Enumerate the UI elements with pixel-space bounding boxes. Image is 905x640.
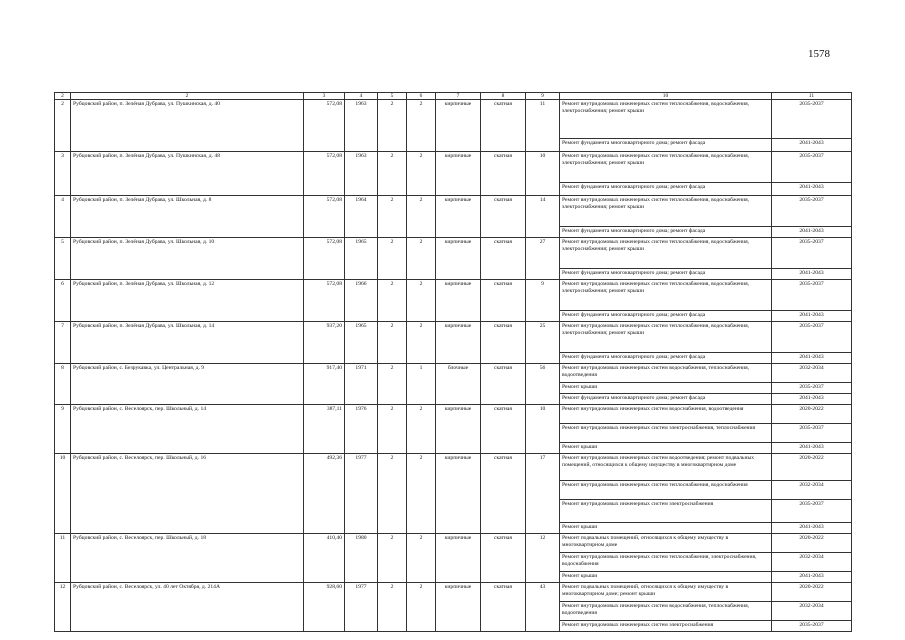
floors-cell: 2 [378, 238, 407, 280]
year-cell: 1965 [345, 238, 378, 280]
entrances-cell: 2 [407, 405, 436, 454]
row-number: 12 [55, 583, 71, 632]
repair-period-cell: 2041-2043 [772, 311, 852, 322]
table-row [55, 583, 852, 602]
area-cell: 928,60 [304, 583, 345, 632]
address-cell: Рубцовский район, с. Безрукавка, ул. Центральная, д. 9 [71, 364, 304, 405]
repair-period-cell: 2035-2037 [772, 196, 852, 227]
area-cell: 937,20 [304, 322, 345, 364]
area-cell: 572,08 [304, 280, 345, 322]
table-row [55, 364, 852, 383]
repair-period-cell: 2035-2037 [772, 322, 852, 353]
repair-work-cell: Ремонт крыши [560, 383, 772, 394]
repair-work-cell: Ремонт внутридомовых инженерных систем электроснабжения [560, 500, 772, 523]
entrances-cell: 2 [407, 196, 436, 238]
repair-period-cell: 2035-2037 [772, 280, 852, 311]
col-header: 4 [345, 93, 378, 100]
roof-type-cell: скатная [481, 152, 526, 196]
repair-period-cell: 2032-2034 [772, 364, 852, 383]
table-row [55, 280, 852, 311]
year-cell: 1963 [345, 152, 378, 196]
repair-work-cell: Ремонт внутридомовых инженерных систем теплоснабжения, водоснабжения, электроснабжения; ремонт крыши [560, 100, 772, 139]
year-cell: 1980 [345, 534, 378, 583]
repair-period-cell: 2035-2037 [772, 238, 852, 269]
col-header: 6 [407, 93, 436, 100]
area-cell: 572,08 [304, 100, 345, 152]
floors-cell: 2 [378, 454, 407, 534]
roof-type-cell: скатная [481, 100, 526, 152]
roof-type-cell: скатная [481, 238, 526, 280]
area-cell: 387,11 [304, 405, 345, 454]
area-cell: 917,40 [304, 364, 345, 405]
col-header: 8 [481, 93, 526, 100]
repair-period-cell: 2041-2043 [772, 353, 852, 364]
area-cell: 492,36 [304, 454, 345, 534]
repair-period-cell: 2032-2034 [772, 602, 852, 621]
row-number: 6 [55, 280, 71, 322]
col-header: 9 [526, 93, 560, 100]
row-number: 2 [55, 100, 71, 152]
address-cell: Рубцовский район, п. Зелёная Дубрава, ул. Пушкинская, д. 48 [71, 152, 304, 196]
address-cell: Рубцовский район, п. Зелёная Дубрава, ул. Школьная, д. 14 [71, 322, 304, 364]
table-row [55, 238, 852, 269]
residents-cell: 10 [526, 152, 560, 196]
residents-cell: 11 [526, 100, 560, 152]
walls-material-cell: кирпичные [436, 280, 481, 322]
repair-work-cell: Ремонт крыши [560, 523, 772, 534]
address-cell: Рубцовский район, п. Зелёная Дубрава, ул. Школьная, д. 12 [71, 280, 304, 322]
repair-work-cell: Ремонт внутридомовых инженерных систем теплоснабжения, водоснабжения, электроснабжения; ремонт крыши [560, 152, 772, 183]
repair-period-cell: 2041-2043 [772, 443, 852, 454]
table-row [55, 152, 852, 183]
floors-cell: 2 [378, 152, 407, 196]
col-header: 10 [560, 93, 772, 100]
repair-work-cell: Ремонт крыши [560, 572, 772, 583]
col-header: 2 [55, 93, 71, 100]
repair-work-cell: Ремонт внутридомовых инженерных систем электроснабжения [560, 621, 772, 632]
repair-work-cell: Ремонт внутридомовых инженерных систем теплоснабжения, водоснабжения, электроснабжения; ремонт крыши [560, 238, 772, 269]
row-number: 8 [55, 364, 71, 405]
repair-work-cell: Ремонт внутридомовых инженерных систем водоснабжения, теплоснабжения, водоотведения [560, 602, 772, 621]
repair-work-cell: Ремонт фундамента многоквартирного дома; ремонт фасада [560, 227, 772, 238]
repair-work-cell: Ремонт фундамента многоквартирного дома; ремонт фасада [560, 183, 772, 196]
roof-type-cell: скатная [481, 196, 526, 238]
col-header: 3 [304, 93, 345, 100]
address-cell: Рубцовский район, с. Веселоярск, пер. Школьный, д. 18 [71, 534, 304, 583]
repair-period-cell: 2041-2043 [772, 572, 852, 583]
repair-period-cell: 2032-2034 [772, 553, 852, 572]
residents-cell: 10 [526, 405, 560, 454]
roof-type-cell: скатная [481, 405, 526, 454]
repair-work-cell: Ремонт фундамента многоквартирного дома; ремонт фасада [560, 394, 772, 405]
walls-material-cell: кирпичные [436, 583, 481, 632]
year-cell: 1977 [345, 583, 378, 632]
residents-cell: 27 [526, 238, 560, 280]
repair-period-cell: 2041-2043 [772, 183, 852, 196]
repair-work-cell: Ремонт внутридомовых инженерных систем теплоснабжения, водоснабжения, электроснабжения; ремонт крыши [560, 280, 772, 311]
repair-work-cell: Ремонт фундамента многоквартирного дома; ремонт фасада [560, 269, 772, 280]
area-cell: 572,08 [304, 238, 345, 280]
table-row [55, 322, 852, 353]
repair-work-cell: Ремонт внутридомовых инженерных систем теплоснабжения, водоснабжения [560, 481, 772, 500]
year-cell: 1976 [345, 405, 378, 454]
table-row [55, 100, 852, 139]
walls-material-cell: кирпичные [436, 405, 481, 454]
repair-work-cell: Ремонт подвальных помещений, относящихся к общему имуществу в многоквартирном доме [560, 534, 772, 553]
table-row [55, 405, 852, 424]
col-header: 7 [436, 93, 481, 100]
repair-period-cell: 2035-2037 [772, 383, 852, 394]
floors-cell: 2 [378, 583, 407, 632]
floors-cell: 2 [378, 534, 407, 583]
column-number-row [55, 93, 852, 100]
entrances-cell: 2 [407, 152, 436, 196]
repair-work-cell: Ремонт внутридомовых инженерных систем водоснабжения, теплоснабжения, водоотведения [560, 364, 772, 383]
repair-period-cell: 2041-2043 [772, 139, 852, 152]
row-number: 4 [55, 196, 71, 238]
walls-material-cell: блочные [436, 364, 481, 405]
repair-period-cell: 2041-2043 [772, 227, 852, 238]
repair-work-cell: Ремонт внутридомовых инженерных систем водоотведения; ремонт подвальных помещений, относящихся к общему имуществу в многоквартирном доме [560, 454, 772, 481]
year-cell: 1963 [345, 100, 378, 152]
floors-cell: 2 [378, 100, 407, 152]
year-cell: 1966 [345, 280, 378, 322]
address-cell: Рубцовский район, п. Зелёная Дубрава, ул. Школьная, д. 10 [71, 238, 304, 280]
entrances-cell: 2 [407, 583, 436, 632]
repair-period-cell: 2020-2022 [772, 454, 852, 481]
address-cell: Рубцовский район, п. Зелёная Дубрава, ул. Школьная, д. 8 [71, 196, 304, 238]
repair-work-cell: Ремонт подвальных помещений, относящихся к общему имуществу в многоквартирном доме; ремонт крыши [560, 583, 772, 602]
address-cell: Рубцовский район, с. Веселоярск, пер. Школьный, д. 14 [71, 405, 304, 454]
year-cell: 1977 [345, 454, 378, 534]
repair-period-cell: 2032-2034 [772, 481, 852, 500]
roof-type-cell: скатная [481, 583, 526, 632]
address-cell: Рубцовский район, с. Веселоярск, ул. 40 лет Октября, д. 214А [71, 583, 304, 632]
walls-material-cell: кирпичные [436, 100, 481, 152]
year-cell: 1964 [345, 196, 378, 238]
area-cell: 572,08 [304, 152, 345, 196]
row-number: 9 [55, 405, 71, 454]
walls-material-cell: кирпичные [436, 534, 481, 583]
year-cell: 1971 [345, 364, 378, 405]
residents-cell: 9 [526, 280, 560, 322]
address-cell: Рубцовский район, п. Зелёная Дубрава, ул. Пушкинская, д. 40 [71, 100, 304, 152]
walls-material-cell: кирпичные [436, 454, 481, 534]
repair-period-cell: 2035-2037 [772, 500, 852, 523]
row-number: 7 [55, 322, 71, 364]
residents-cell: 43 [526, 583, 560, 632]
repair-work-cell: Ремонт фундамента многоквартирного дома; ремонт фасада [560, 353, 772, 364]
repair-work-cell: Ремонт внутридомовых инженерных систем теплоснабжения, водоснабжения, электроснабжения; ремонт крыши [560, 322, 772, 353]
address-cell: Рубцовский район, с. Веселоярск, пер. Школьный, д. 16 [71, 454, 304, 534]
residents-cell: 17 [526, 454, 560, 534]
table-row [55, 196, 852, 227]
repair-period-cell: 2020-2022 [772, 405, 852, 424]
repair-work-cell: Ремонт внутридомовых инженерных систем водоснабжения, водоотведения [560, 405, 772, 424]
repair-work-cell: Ремонт внутридомовых инженерных систем теплоснабжения, электроснабжения, водоснабжения [560, 553, 772, 572]
roof-type-cell: скатная [481, 534, 526, 583]
walls-material-cell: кирпичные [436, 152, 481, 196]
repair-period-cell: 2041-2043 [772, 269, 852, 280]
entrances-cell: 2 [407, 534, 436, 583]
row-number: 3 [55, 152, 71, 196]
repair-work-cell: Ремонт крыши [560, 443, 772, 454]
floors-cell: 2 [378, 405, 407, 454]
residents-cell: 25 [526, 322, 560, 364]
repair-period-cell: 2035-2037 [772, 621, 852, 632]
repair-period-cell: 2041-2043 [772, 394, 852, 405]
entrances-cell: 2 [407, 100, 436, 152]
repair-period-cell: 2035-2037 [772, 152, 852, 183]
roof-type-cell: скатная [481, 280, 526, 322]
repair-period-cell: 2041-2043 [772, 523, 852, 534]
row-number: 11 [55, 534, 71, 583]
floors-cell: 2 [378, 322, 407, 364]
col-header: 2 [71, 93, 304, 100]
repair-period-cell: 2020-2022 [772, 583, 852, 602]
residents-cell: 14 [526, 196, 560, 238]
walls-material-cell: кирпичные [436, 238, 481, 280]
floors-cell: 2 [378, 280, 407, 322]
page-number: 1578 [808, 48, 830, 60]
repair-work-cell: Ремонт внутридомовых инженерных систем электроснабжения, теплоснабжения [560, 424, 772, 443]
year-cell: 1965 [345, 322, 378, 364]
roof-type-cell: скатная [481, 364, 526, 405]
roof-type-cell: скатная [481, 454, 526, 534]
floors-cell: 2 [378, 196, 407, 238]
repair-work-cell: Ремонт внутридомовых инженерных систем теплоснабжения, водоснабжения, электроснабжения; ремонт крыши [560, 196, 772, 227]
walls-material-cell: кирпичные [436, 196, 481, 238]
row-number: 5 [55, 238, 71, 280]
table-row [55, 454, 852, 481]
entrances-cell: 2 [407, 238, 436, 280]
entrances-cell: 2 [407, 322, 436, 364]
repair-period-cell: 2035-2037 [772, 424, 852, 443]
entrances-cell: 1 [407, 364, 436, 405]
entrances-cell: 2 [407, 454, 436, 534]
residents-cell: 12 [526, 534, 560, 583]
area-cell: 572,08 [304, 196, 345, 238]
walls-material-cell: кирпичные [436, 322, 481, 364]
repair-period-cell: 2020-2022 [772, 534, 852, 553]
repair-work-cell: Ремонт фундамента многоквартирного дома; ремонт фасада [560, 311, 772, 322]
row-number: 10 [55, 454, 71, 534]
area-cell: 410,40 [304, 534, 345, 583]
residents-cell: 56 [526, 364, 560, 405]
col-header: 5 [378, 93, 407, 100]
floors-cell: 2 [378, 364, 407, 405]
table-row [55, 534, 852, 553]
entrances-cell: 2 [407, 280, 436, 322]
roof-type-cell: скатная [481, 322, 526, 364]
repair-program-table [54, 92, 852, 632]
repair-work-cell: Ремонт фундамента многоквартирного дома; ремонт фасада [560, 139, 772, 152]
repair-period-cell: 2035-2037 [772, 100, 852, 139]
col-header: 11 [772, 93, 852, 100]
